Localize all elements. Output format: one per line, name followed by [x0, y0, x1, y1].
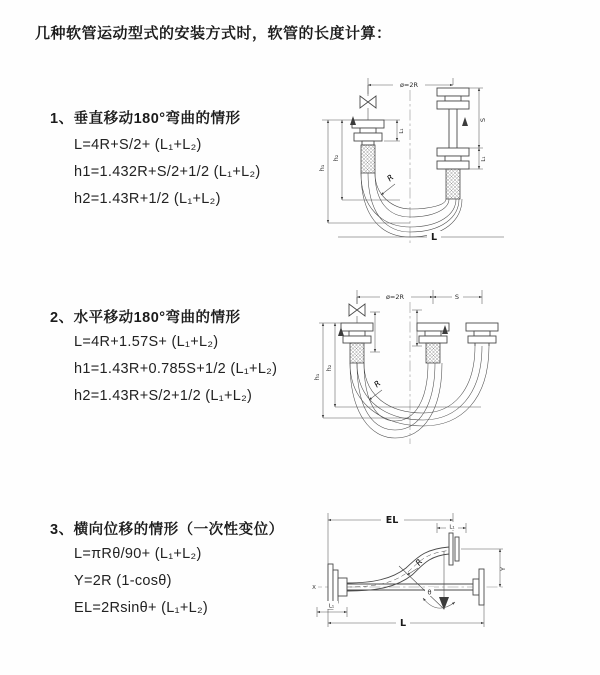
dim-label-l1-right: L₁ — [481, 156, 487, 162]
section-2-heading: 2、水平移动180°弯曲的情形 — [50, 310, 241, 326]
dim-label-2r: ø=2R — [385, 293, 405, 301]
dim-label-r: R — [413, 557, 425, 568]
dim-label-l: L — [399, 618, 407, 629]
formula-h1-1: h1=1.432R+S/2+1/2 (L₁+L₂) — [74, 164, 261, 180]
dim-label-r: R — [385, 172, 396, 184]
diagram-vertical-180-bend — [308, 68, 533, 258]
right-fitting — [437, 88, 469, 199]
dim-label-s: S — [454, 293, 460, 301]
dim-label-h2: h₂ — [325, 364, 333, 372]
dimension-l — [328, 605, 484, 629]
diagram-horizontal-180-bend — [311, 282, 541, 460]
formula-l-2: L=4R+1.57S+ (L₁+L₂) — [74, 334, 219, 350]
hose-curves — [338, 173, 504, 237]
formula-h2-1: h2=1.43R+1/2 (L₁+L₂) — [74, 191, 221, 207]
dim-label-s: S — [479, 117, 487, 123]
dim-label-x: X — [312, 585, 316, 591]
formula-y-3: Y=2R (1-cosθ) — [74, 573, 172, 589]
dimension-h1-h2 — [313, 323, 481, 418]
top-right-flange — [449, 533, 459, 565]
dimension-l-bottom — [427, 231, 441, 243]
dim-label-2r: ø=2R — [399, 81, 419, 89]
dim-label-h2: h₂ — [332, 154, 340, 162]
formula-h2-2: h2=1.43R+S/2+1/2 (L₁+L₂) — [74, 388, 253, 404]
diagram-lateral-displacement — [297, 503, 564, 655]
dim-label-theta: θ — [427, 588, 432, 597]
dim-label-l1-left: L₁ — [399, 128, 405, 134]
section-3-heading: 3、横向位移的情形（一次性变位） — [50, 522, 284, 538]
braided-hose-left — [350, 343, 364, 363]
formula-l-3: L=πRθ/90+ (L₁+L₂) — [74, 546, 202, 562]
braided-hose-right — [446, 169, 460, 199]
dimension-top-2r-s — [357, 290, 482, 304]
valve-icon — [349, 297, 365, 323]
dim-label-h1: h₁ — [318, 164, 326, 172]
formula-el-3: EL=2Rsinθ+ (L₁+L₂) — [74, 600, 209, 616]
radius-leader — [381, 173, 395, 195]
dimension-s — [469, 88, 487, 169]
section-1-heading: 1、垂直移动180°弯曲的情形 — [50, 111, 241, 127]
formula-l-1: L=4R+S/2+ (L₁+L₂) — [74, 137, 202, 153]
dimension-l1-top — [437, 522, 466, 533]
dim-label-h1: h₁ — [313, 373, 321, 381]
dim-label-y: Y — [499, 567, 507, 571]
braided-hose-left — [361, 145, 375, 173]
left-fitting — [352, 120, 384, 173]
dim-label-l1-top: L₁ — [449, 524, 455, 531]
valve-icon — [360, 85, 376, 120]
braided-hose-middle — [426, 343, 440, 363]
right-flange — [473, 569, 484, 605]
dimension-l1-left — [384, 120, 405, 141]
hose-curves — [350, 346, 489, 438]
page-title: 几种软管运动型式的安装方式时，软管的长度计算： — [35, 25, 392, 42]
dim-label-el: EL — [385, 515, 399, 526]
dimension-l1-bottom — [317, 601, 347, 617]
formula-h1-2: h1=1.43R+0.785S+1/2 (L₁+L₂) — [74, 361, 278, 377]
dim-label-l: L — [430, 232, 438, 243]
dim-label-l1-left: L₁ — [328, 603, 335, 610]
dim-label-r: R — [372, 378, 383, 390]
theta-angle — [399, 551, 455, 610]
axis-label — [310, 583, 318, 592]
